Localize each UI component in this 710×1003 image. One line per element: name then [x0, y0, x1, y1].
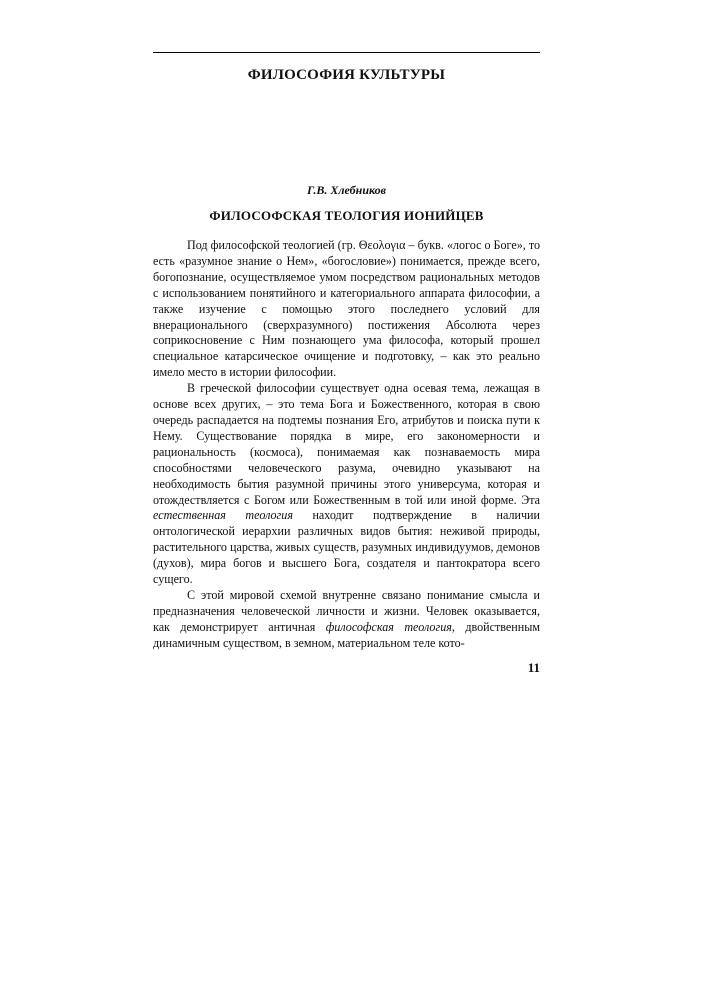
article-author: Г.В. Хлебников [307, 183, 386, 197]
paragraph-2-text-a: В греческой философии существует одна осевая тема, лежащая в основе всех других, – это тема Бога и Божественного, которая в свою очередь распадается на подтемы познания Его, атрибутов и поиска пути к Нему. Существование порядка в мире, его закономерности и рациональность (космоса), понимаемая как познаваемость мира способностями человеческого разума, очевидно указывают на необходимость бытия разумной причины этого универсума, которая и отождествляется с Богом или Божественным в той или иной форме. Эта [153, 381, 540, 507]
header-rule [153, 52, 540, 53]
paragraph-2 [153, 381, 540, 588]
paragraph-3-emphasis: философская теология [325, 619, 452, 634]
paragraph-2-text-b: находит подтверждение в наличии онтологической иерархии различных видов бытия: неживой природы, растительного царства, живых существ, разумных индивидуумов, демонов (духов), мира богов и высшего Бога, создателя и пантократора всего сущего. [153, 508, 540, 587]
paragraph-2-emphasis: естественная теология [153, 508, 293, 523]
paragraph-3-text-a: С этой мировой схемой внутренне связано понимание смысла и предназначения человеческой личности и жизни. Человек оказывается, как демонстрирует античная [153, 587, 540, 634]
article-title: ФИЛОСОФСКАЯ ТЕОЛОГИЯ ИОНИЙЦЕВ [209, 208, 484, 223]
paragraph-3 [153, 588, 540, 652]
section-heading: ФИЛОСОФИЯ КУЛЬТУРЫ [247, 67, 446, 83]
page [153, 52, 540, 676]
paragraph-3-text-b: , двойственным динамичным существом, в земном, материальном теле кото- [153, 619, 540, 650]
article-body [153, 238, 540, 652]
paragraph-1 [153, 238, 540, 381]
paragraph-1-text: Под философской теологией (гр. Θεολογια – букв. «логос о Боге», то есть «разумное знание о Нем», «богословие») понимается, прежде всего, богопознание, осуществляемое умом посредством рациональных методов с использованием понятийного и категориального аппарата философии, а также изучение с помощью этого последнего условий для внерационального (сверхразумного) постижения Абсолюта через соприкосновение с Ним познающего ума философа, который прошел специальное катарсическое очищение и подготовку, – как это реально имело место в истории философии. [153, 238, 540, 380]
page-number: 11 [527, 659, 540, 675]
